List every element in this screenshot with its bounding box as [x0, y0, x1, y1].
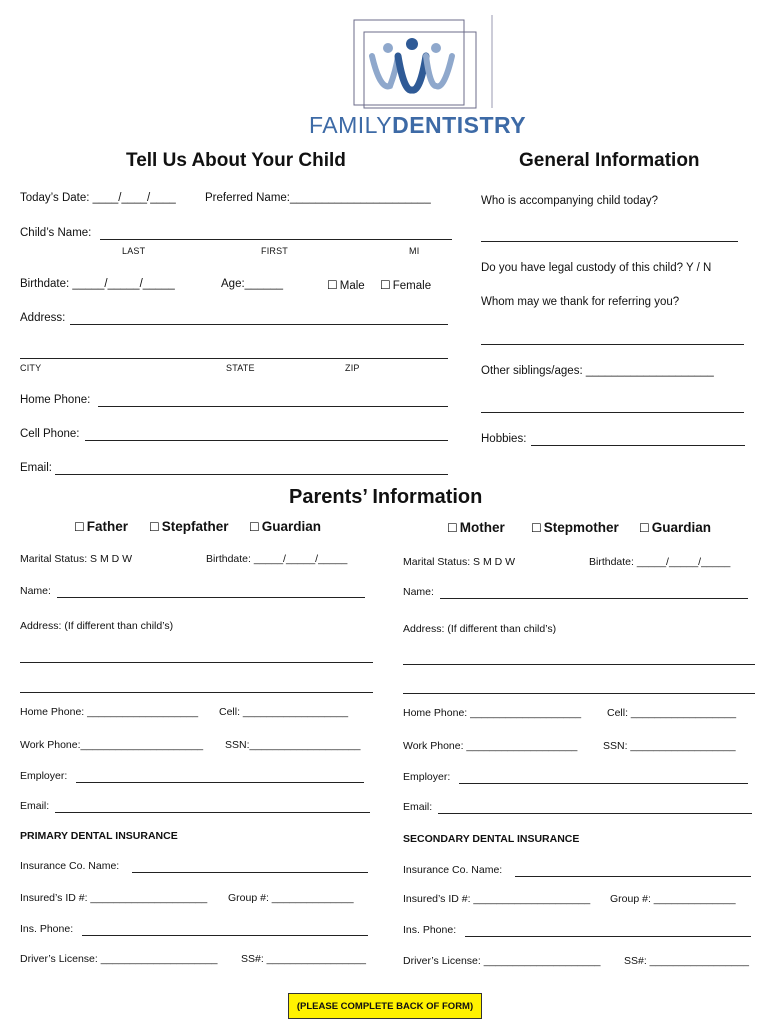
childs-name-line[interactable] [100, 239, 452, 240]
marital-status-left[interactable]: Marital Status: S M D W [20, 553, 133, 565]
ins-co-line-right[interactable] [515, 876, 751, 877]
ss-left[interactable]: SS#: _________________ [241, 953, 366, 965]
hobbies-line[interactable] [531, 445, 745, 446]
work-phone-left[interactable]: Work Phone:_____________________ [20, 739, 204, 751]
sub-mi: MI [409, 246, 420, 256]
cell-left[interactable]: Cell: __________________ [219, 706, 349, 718]
age-field[interactable]: Age:______ [221, 278, 284, 290]
address-label: Address: [20, 312, 66, 324]
address-label-right: Address: (If different than child’s) [403, 623, 557, 635]
name-label-left: Name: [20, 585, 51, 597]
cell-phone-line[interactable] [85, 440, 448, 441]
address-label-left: Address: (If different than child’s) [20, 620, 174, 632]
address-line-right-2[interactable] [403, 693, 755, 694]
sub-state: STATE [226, 363, 255, 373]
referring-label: Whom may we thank for referring you? [481, 296, 680, 308]
female-option[interactable] [380, 278, 431, 292]
checkbox-icon: ☐ [639, 521, 650, 535]
guardian-label-right: Guardian [651, 520, 712, 535]
general-heading: General Information [519, 150, 700, 171]
logo-word-dentistry: DENTISTRY [392, 112, 527, 138]
ssn-left[interactable]: SSN:___________________ [225, 739, 361, 751]
custody-question[interactable]: Do you have legal custody of this child? Y / N [481, 262, 712, 274]
address-line-left-1[interactable] [20, 662, 373, 663]
ins-phone-label-left: Ins. Phone: [20, 923, 74, 935]
referring-line[interactable] [481, 344, 744, 345]
insured-id-right[interactable]: Insured’s ID #: ____________________ [403, 893, 591, 905]
checkbox-icon: ☐ [531, 521, 542, 535]
ssn-right[interactable]: SSN: __________________ [603, 740, 736, 752]
cell-phone-label: Cell Phone: [20, 428, 80, 440]
email-line-left[interactable] [55, 812, 370, 813]
employer-line-left[interactable] [76, 782, 364, 783]
insured-id-left[interactable]: Insured’s ID #: ____________________ [20, 892, 208, 904]
ins-co-label-left: Insurance Co. Name: [20, 860, 120, 872]
checkbox-icon: ☐ [149, 520, 160, 534]
checkbox-icon: ☐ [447, 521, 458, 535]
logo-mark [340, 10, 500, 110]
primary-insurance-heading: PRIMARY DENTAL INSURANCE [20, 830, 178, 842]
home-phone-right[interactable]: Home Phone: ___________________ [403, 707, 582, 719]
marital-status-right[interactable]: Marital Status: S M D W [403, 556, 516, 568]
guardian-option-right[interactable] [639, 520, 711, 535]
todays-date-field[interactable]: Today’s Date: ____/____/____ [20, 192, 176, 204]
childs-name-label: Child’s Name: [20, 227, 92, 239]
secondary-insurance-heading: SECONDARY DENTAL INSURANCE [403, 833, 580, 845]
female-label: Female [392, 280, 432, 292]
siblings-line-2[interactable] [481, 412, 744, 413]
group-right[interactable]: Group #: ______________ [610, 893, 736, 905]
name-line-right[interactable] [440, 598, 748, 599]
employer-label-right: Employer: [403, 771, 451, 783]
siblings-field[interactable]: Other siblings/ages: ____________________ [481, 365, 714, 377]
ss-right[interactable]: SS#: _________________ [624, 955, 749, 967]
ins-co-line-left[interactable] [132, 872, 368, 873]
sub-first: FIRST [261, 246, 288, 256]
email-label-left: Email: [20, 800, 50, 812]
drivers-license-left[interactable]: Driver’s License: ____________________ [20, 953, 218, 965]
preferred-name-field[interactable]: Preferred Name:______________________ [205, 192, 431, 204]
hobbies-label: Hobbies: [481, 433, 527, 445]
checkbox-icon: ☐ [380, 278, 391, 292]
father-label: Father [86, 519, 129, 534]
ins-phone-label-right: Ins. Phone: [403, 924, 457, 936]
drivers-license-right[interactable]: Driver’s License: ____________________ [403, 955, 601, 967]
email-line-right[interactable] [438, 813, 752, 814]
sub-zip: ZIP [345, 363, 360, 373]
cell-right[interactable]: Cell: __________________ [607, 707, 737, 719]
birthdate-right[interactable]: Birthdate: _____/_____/_____ [589, 556, 731, 568]
address-line[interactable] [70, 324, 448, 325]
checkbox-icon: ☐ [249, 520, 260, 534]
email-line[interactable] [55, 474, 448, 475]
stepfather-option[interactable] [149, 519, 229, 534]
accompanying-label: Who is accompanying child today? [481, 195, 659, 207]
address-line-2[interactable] [20, 358, 448, 359]
child-heading: Tell Us About Your Child [126, 150, 346, 171]
stepmother-label: Stepmother [543, 520, 619, 535]
complete-back-text: (PLEASE COMPLETE BACK OF FORM) [296, 1000, 474, 1012]
group-left[interactable]: Group #: ______________ [228, 892, 354, 904]
stepmother-option[interactable] [531, 520, 619, 535]
employer-line-right[interactable] [459, 783, 748, 784]
name-line-left[interactable] [57, 597, 365, 598]
father-option[interactable] [74, 519, 128, 534]
logo-word-family: FAMILY [309, 112, 393, 138]
home-phone-left[interactable]: Home Phone: ___________________ [20, 706, 199, 718]
male-option[interactable] [327, 278, 365, 292]
checkbox-icon: ☐ [327, 278, 338, 292]
employer-label-left: Employer: [20, 770, 68, 782]
ins-phone-line-right[interactable] [465, 936, 751, 937]
complete-back-notice [288, 993, 482, 1019]
home-phone-label: Home Phone: [20, 394, 91, 406]
email-label: Email: [20, 462, 52, 474]
mother-option[interactable] [447, 520, 505, 535]
checkbox-icon: ☐ [74, 520, 85, 534]
guardian-option-left[interactable] [249, 519, 321, 534]
male-label: Male [339, 280, 365, 292]
name-label-right: Name: [403, 586, 434, 598]
home-phone-line[interactable] [98, 406, 448, 407]
parents-heading: Parents’ Information [289, 486, 483, 508]
mother-label: Mother [459, 520, 505, 535]
email-label-right: Email: [403, 801, 433, 813]
accompanying-line[interactable] [481, 241, 738, 242]
ins-phone-line-left[interactable] [82, 935, 368, 936]
sub-city: CITY [20, 363, 42, 373]
address-line-left-2[interactable] [20, 692, 373, 693]
sub-last: LAST [122, 246, 146, 256]
ins-co-label-right: Insurance Co. Name: [403, 864, 503, 876]
stepfather-label: Stepfather [161, 519, 229, 534]
work-phone-right[interactable]: Work Phone: ___________________ [403, 740, 578, 752]
birthdate-field[interactable]: Birthdate: _____/_____/_____ [20, 278, 175, 290]
guardian-label-left: Guardian [261, 519, 322, 534]
address-line-right-1[interactable] [403, 664, 755, 665]
birthdate-left[interactable]: Birthdate: _____/_____/_____ [206, 553, 348, 565]
